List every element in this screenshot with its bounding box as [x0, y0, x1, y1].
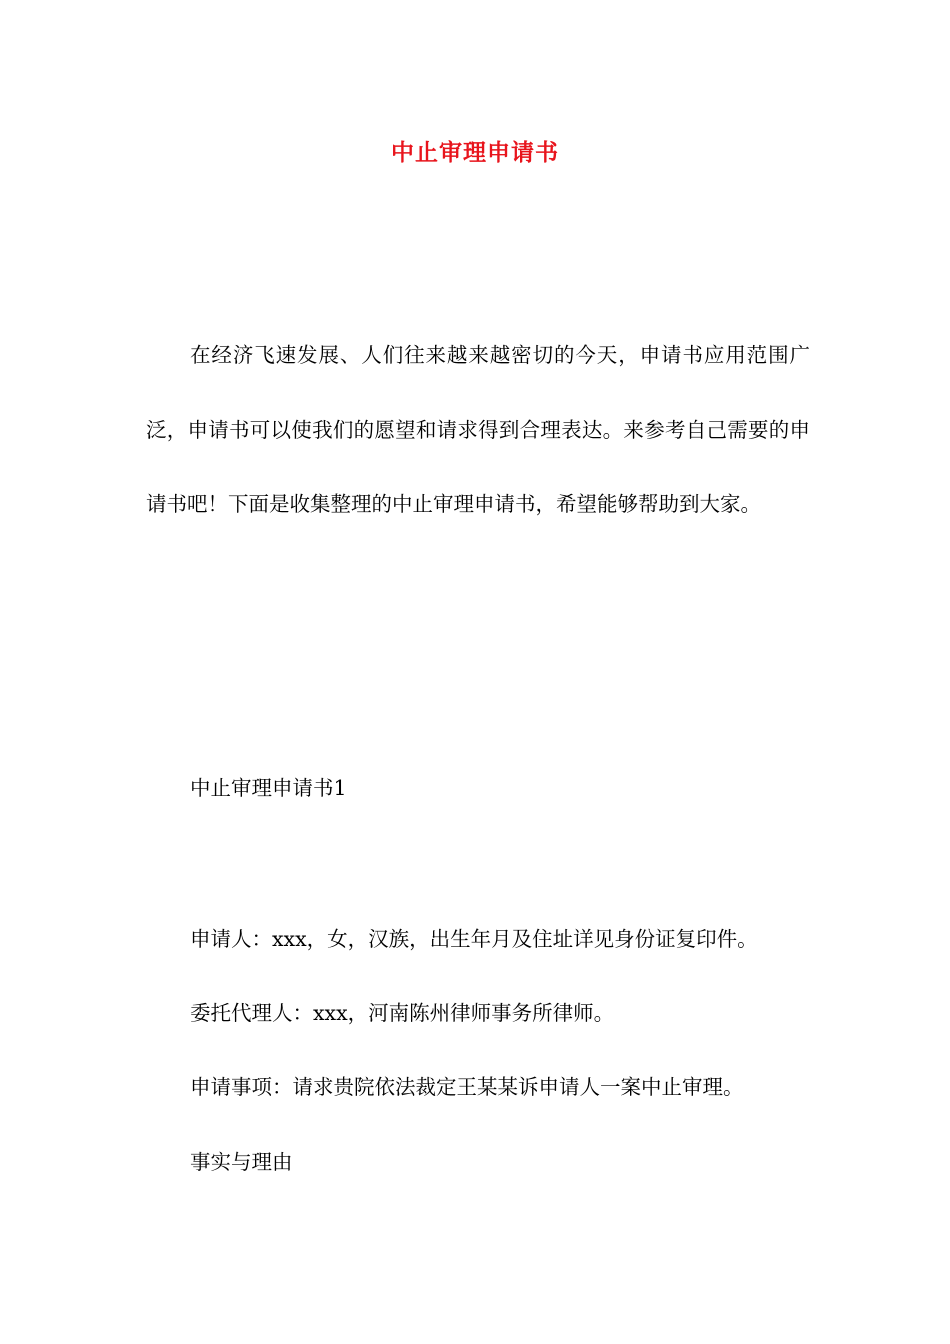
- matter-line: 申请事项：请求贵院依法裁定王某某诉申请人一案中止审理。: [190, 1075, 744, 1099]
- intro-paragraph: 在经济飞速发展、人们往来越来越密切的今天，申请书应用范围广泛，申请书可以使我们的愿望和请求得到合理表达。来参考自己需要的申请书吧！下面是收集整理的中止审理申请书，希望能够帮助到大家。: [146, 343, 810, 516]
- facts-heading: 事实与理由: [190, 1150, 293, 1174]
- applicant-line: 申请人：xxx，女，汉族，出生年月及住址详见身份证复印件。: [190, 927, 758, 951]
- agent-line: 委托代理人：xxx，河南陈州律师事务所律师。: [190, 1001, 615, 1025]
- document-title: 中止审理申请书: [391, 139, 559, 166]
- section-heading: 中止审理申请书1: [190, 776, 347, 800]
